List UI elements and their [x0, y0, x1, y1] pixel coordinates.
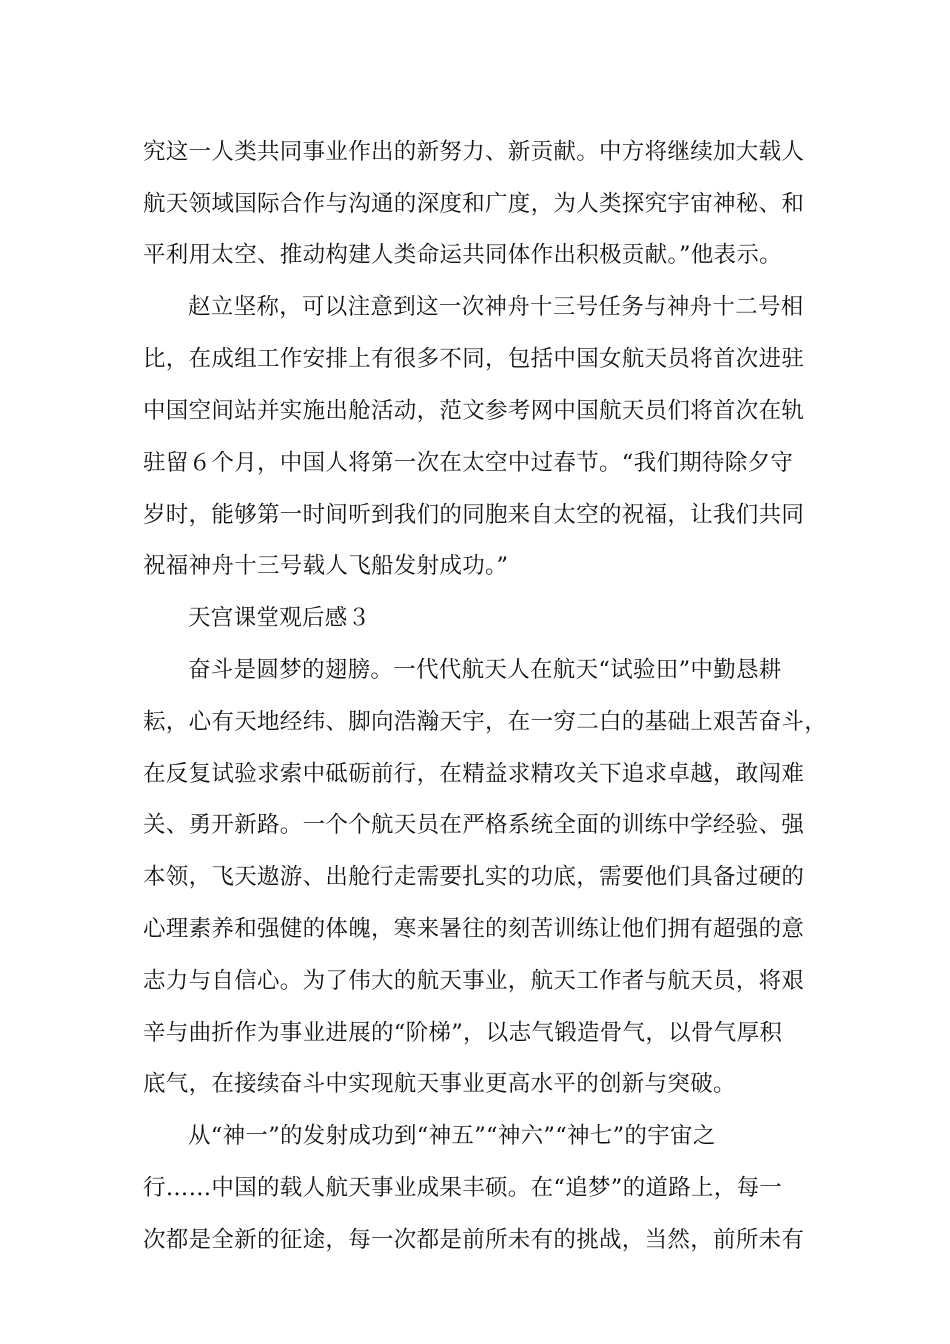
text-line: 心理素养和强健的体魄，寒来暑往的刻苦训练让他们拥有超强的意 [143, 916, 805, 942]
text-line: 本领，飞天遨游、出舱行走需要扎实的功底，需要他们具备过硬的 [143, 864, 805, 890]
text-line: 辛与曲折作为事业进展的“阶梯”，以志气锻造骨气，以骨气厚积 [143, 1020, 783, 1046]
text-line: 志力与自信心。为了伟大的航天事业，航天工作者与航天员，将艰 [143, 968, 805, 994]
paragraph-first-line: 赵立坚称，可以注意到这一次神舟十三号任务与神舟十二号相 [188, 294, 804, 320]
text-line: 在反复试验求索中砥砺前行，在精益求精攻关下追求卓越，敢闯难 [143, 761, 805, 787]
text-line: 平利用太空、推动构建人类命运共同体作出积极贡献。”他表示。 [143, 242, 782, 268]
text-line: 究这一人类共同事业作出的新努力、新贡献。中方将继续加大载人 [143, 139, 805, 165]
text-line: 关、勇开新路。一个个航天员在严格系统全面的训练中学经验、强 [143, 812, 805, 838]
text-line: 比，在成组工作安排上有很多不同，包括中国女航天员将首次进驻 [143, 346, 805, 372]
text-line: 耘，心有天地经纬、脚向浩瀚天宇，在一穷二白的基础上艰苦奋斗， [143, 709, 828, 735]
text-line: 岁时，能够第一时间听到我们的同胞来自太空的祝福，让我们共同 [143, 502, 805, 528]
paragraph-first-line: 奋斗是圆梦的翅膀。一代代航天人在航天“试验田”中勤恳耕 [188, 657, 782, 683]
text-line: 行……中国的载人航天事业成果丰硕。在“追梦”的道路上，每一 [143, 1175, 783, 1201]
text-line: 祝福神舟十三号载人飞船发射成功。” [143, 553, 509, 579]
paragraph-first-line: 从“神一”的发射成功到“神五”“神六”“神七”的宇宙之 [188, 1123, 716, 1149]
section-heading: 天宫课堂观后感３ [188, 605, 371, 631]
text-line: 航天领域国际合作与沟通的深度和广度，为人类探究宇宙神秘、和 [143, 191, 805, 217]
text-line: 底气，在接续奋斗中实现航天事业更高水平的创新与突破。 [143, 1071, 736, 1097]
text-line: 中国空间站并实施出舱活动，范文参考网中国航天员们将首次在轨 [143, 398, 805, 424]
text-line: 驻留６个月，中国人将第一次在太空中过春节。“我们期待除夕守 [143, 450, 794, 476]
text-line: 次都是全新的征途，每一次都是前所未有的挑战，当然，前所未有 [143, 1227, 805, 1253]
